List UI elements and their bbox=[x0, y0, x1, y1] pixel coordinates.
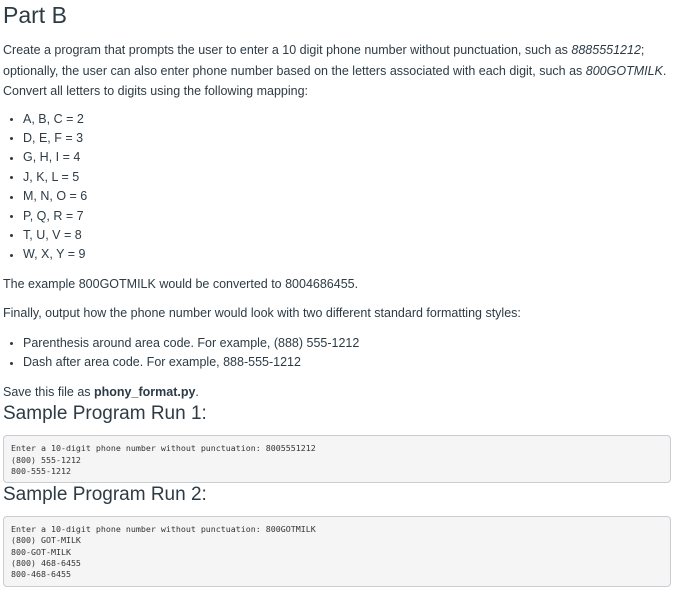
code-line: Enter a 10-digit phone number without punctuation: 800GOTMILK bbox=[11, 524, 316, 535]
code-line: (800) GOT-MILK bbox=[11, 535, 81, 546]
mapping-item: T, U, V = 8 bbox=[9, 226, 674, 245]
mapping-item: D, E, F = 3 bbox=[9, 129, 674, 148]
conversion-example: The example 800GOTMILK would be converted to 8004686455. bbox=[3, 276, 359, 291]
page-title: Part B bbox=[3, 2, 67, 28]
save-prefix: Save this file as bbox=[3, 384, 95, 399]
sample-run-1-code-block bbox=[3, 435, 671, 483]
save-filename: phony_format.py bbox=[94, 384, 196, 399]
code-line: (800) 468-6455 bbox=[11, 558, 81, 569]
intro-text-5: Convert all letters to digits using the following mapping: bbox=[3, 84, 309, 98]
style-item: Parenthesis around area code. For example, (888) 555-1212 bbox=[9, 334, 674, 354]
intro-text-4: . bbox=[662, 63, 667, 78]
mapping-item: A, B, C = 2 bbox=[9, 110, 674, 129]
intro-example-number: 8885551212 bbox=[571, 43, 641, 57]
mapping-item: M, N, O = 6 bbox=[9, 187, 674, 206]
intro-text-1: Create a program that prompts the user to enter a 10 digit phone number without punctuation, such as bbox=[3, 43, 572, 57]
mapping-item: W, X, Y = 9 bbox=[9, 245, 674, 264]
mapping-item: G, H, I = 4 bbox=[9, 148, 674, 167]
code-line: 800-GOT-MILK bbox=[11, 546, 71, 557]
save-instruction bbox=[3, 382, 674, 403]
code-line: 800-468-6455 bbox=[11, 569, 71, 580]
sample-run-1-heading: Sample Program Run 1: bbox=[3, 403, 207, 425]
intro-text-3: optionally, the user can also enter phone number based on the letters associated with each digit, such as bbox=[3, 63, 586, 78]
formatting-instructions: Finally, output how the phone number would look with two different standard formatting styles: bbox=[3, 306, 521, 321]
formatting-styles-list bbox=[3, 334, 674, 373]
style-item: Dash after area code. For example, 888-555-1212 bbox=[9, 353, 674, 373]
mapping-item: J, K, L = 5 bbox=[9, 168, 674, 187]
code-line: 800-555-1212 bbox=[11, 465, 71, 476]
code-line: Enter a 10-digit phone number without punctuation: 8005551212 bbox=[11, 443, 316, 454]
letter-mapping-list bbox=[3, 110, 674, 265]
mapping-item: P, Q, R = 7 bbox=[9, 207, 674, 226]
intro-paragraph bbox=[3, 40, 674, 102]
code-line: (800) 555-1212 bbox=[11, 454, 81, 465]
save-suffix: . bbox=[195, 384, 199, 399]
intro-example-letters: 800GOTMILK bbox=[585, 63, 663, 78]
intro-text-2: ; bbox=[640, 43, 645, 57]
sample-run-2-code-block bbox=[3, 516, 671, 586]
sample-run-2-heading: Sample Program Run 2: bbox=[3, 484, 207, 506]
